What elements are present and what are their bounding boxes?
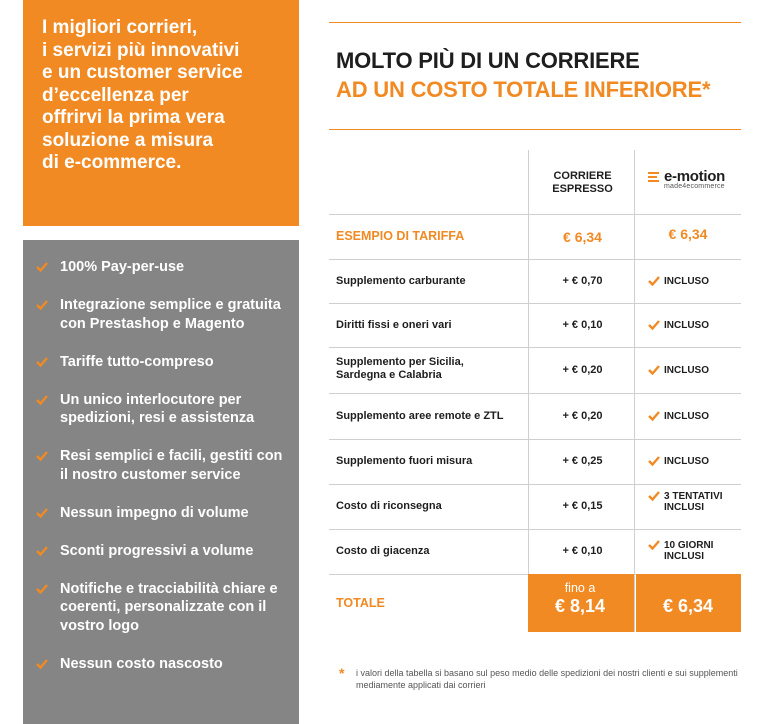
checkmark-icon (36, 451, 48, 461)
total-label: TOTALE (336, 596, 385, 610)
feature-text: Integrazione semplice e gratuita con Prestashop e Magento (60, 297, 281, 332)
feature-text: Un unico interlocutore per spedizioni, resi e assistenza (60, 391, 255, 426)
footnote-asterisk: * (339, 665, 345, 681)
emotion-value (648, 276, 743, 287)
emotion-value (648, 540, 743, 562)
emotion-value (648, 320, 743, 331)
emotion-value-text: 3 TENTATIVI INCLUSI (664, 491, 723, 513)
checkmark-icon (36, 300, 48, 310)
feature-text: 100% Pay-per-use (60, 259, 185, 275)
feature-text: Nessun impegno di volume (60, 504, 249, 521)
row-divider (329, 484, 741, 485)
emotion-logo (648, 168, 740, 190)
emotion-value-text: INCLUSO (664, 276, 709, 287)
row-divider (329, 439, 741, 440)
row-divider (329, 214, 741, 215)
feature-item (36, 655, 294, 674)
corriere-value: € 6,34 (563, 229, 602, 245)
corriere-value: + € 0,10 (562, 545, 603, 557)
checkmark-icon (36, 508, 48, 518)
title-line-2: AD UN COSTO TOTALE INFERIORE* (336, 77, 711, 102)
feature-text: Notifiche e tracciabilità chiare e coerenti, personalizzate con il vostro logo (60, 580, 278, 634)
row-label: ESEMPIO DI TARIFFA (336, 229, 465, 243)
emotion-value (636, 226, 740, 242)
column-divider (528, 150, 529, 632)
corriere-value: + € 0,70 (562, 275, 603, 287)
logo-tagline: made4ecommerce (664, 183, 725, 190)
checkmark-icon (648, 540, 660, 550)
corriere-value: + € 0,20 (562, 364, 603, 376)
checkmark-icon (36, 395, 48, 405)
checkmark-icon (36, 584, 48, 594)
total-corriere-value: € 8,14 (554, 596, 606, 616)
row-label: Supplemento carburante (336, 275, 466, 287)
checkmark-icon (648, 456, 660, 466)
row-label: Costo di riconsegna (336, 500, 442, 512)
emotion-value-text: INCLUSO (664, 320, 709, 331)
column-header-corriere: CORRIERE ESPRESSO (552, 170, 613, 195)
row-label: Supplemento per Sicilia, Sardegna e Calabria (336, 356, 464, 381)
emotion-value (648, 491, 743, 513)
row-divider (329, 393, 741, 394)
row-label: Supplemento aree remote e ZTL (336, 410, 504, 422)
features-panel (23, 240, 299, 724)
emotion-value-text: 10 GIORNI INCLUSI (664, 540, 714, 562)
top-rule (329, 22, 741, 23)
row-label: Supplemento fuori misura (336, 455, 473, 467)
feature-item (36, 504, 294, 523)
emotion-value-text: INCLUSO (664, 411, 709, 422)
features-list (36, 258, 294, 693)
row-divider (329, 347, 741, 348)
feature-item (36, 542, 294, 561)
feature-text: Resi semplici e facili, gestiti con il nostro customer service (60, 448, 283, 483)
row-divider (329, 259, 741, 260)
row-divider (329, 303, 741, 304)
checkmark-icon (648, 491, 660, 501)
row-label: Diritti fissi e oneri vari (336, 319, 452, 331)
row-label: Costo di giacenza (336, 545, 430, 557)
checkmark-icon (648, 320, 660, 330)
checkmark-icon (36, 357, 48, 367)
feature-text: Sconti progressivi a volume (60, 542, 254, 559)
logo-wordmark: e-motion (664, 168, 725, 185)
checkmark-icon (648, 365, 660, 375)
emotion-value (648, 365, 743, 376)
hero-text: I migliori corrieri, i servizi più innovativi e un customer service d’eccellenza per offrirvi la prima vera soluzione a misura di e-commerce. (42, 17, 243, 173)
emotion-value-text: INCLUSO (664, 456, 709, 467)
checkmark-icon (36, 546, 48, 556)
corriere-value: + € 0,25 (562, 455, 603, 467)
checkmark-icon (648, 411, 660, 421)
feature-item (36, 391, 294, 428)
corriere-value: + € 0,20 (562, 410, 603, 422)
column-divider (634, 150, 635, 632)
total-corriere-prefix: fino a (564, 581, 596, 595)
row-divider (329, 529, 741, 530)
feature-item (36, 353, 294, 372)
checkmark-icon (648, 276, 660, 286)
total-emotion-value: € 6,34 (662, 596, 714, 616)
emotion-value-text: INCLUSO (664, 365, 709, 376)
hero-panel (23, 0, 299, 226)
title-line-1: MOLTO PIÙ DI UN CORRIERE (336, 48, 640, 73)
emotion-value-text: € 6,34 (668, 226, 708, 242)
checkmark-icon (36, 262, 48, 272)
feature-item (36, 580, 294, 636)
corriere-value: + € 0,15 (562, 500, 603, 512)
emotion-value (648, 456, 743, 467)
feature-text: Nessun costo nascosto (60, 655, 223, 672)
feature-text: Tariffe tutto-compreso (60, 353, 214, 370)
corriere-value: + € 0,10 (562, 319, 603, 331)
title-rule (329, 129, 741, 130)
feature-item (36, 296, 294, 333)
feature-item (36, 447, 294, 484)
checkmark-icon (36, 659, 48, 669)
emotion-value (648, 411, 743, 422)
emotion-logo-icon (648, 171, 662, 183)
feature-item (36, 258, 294, 277)
footnote-text: i valori della tabella si basano sul peso medio delle spedizioni dei nostri clienti e sui supplementi mediamente applicati dai corrieri (356, 668, 738, 690)
